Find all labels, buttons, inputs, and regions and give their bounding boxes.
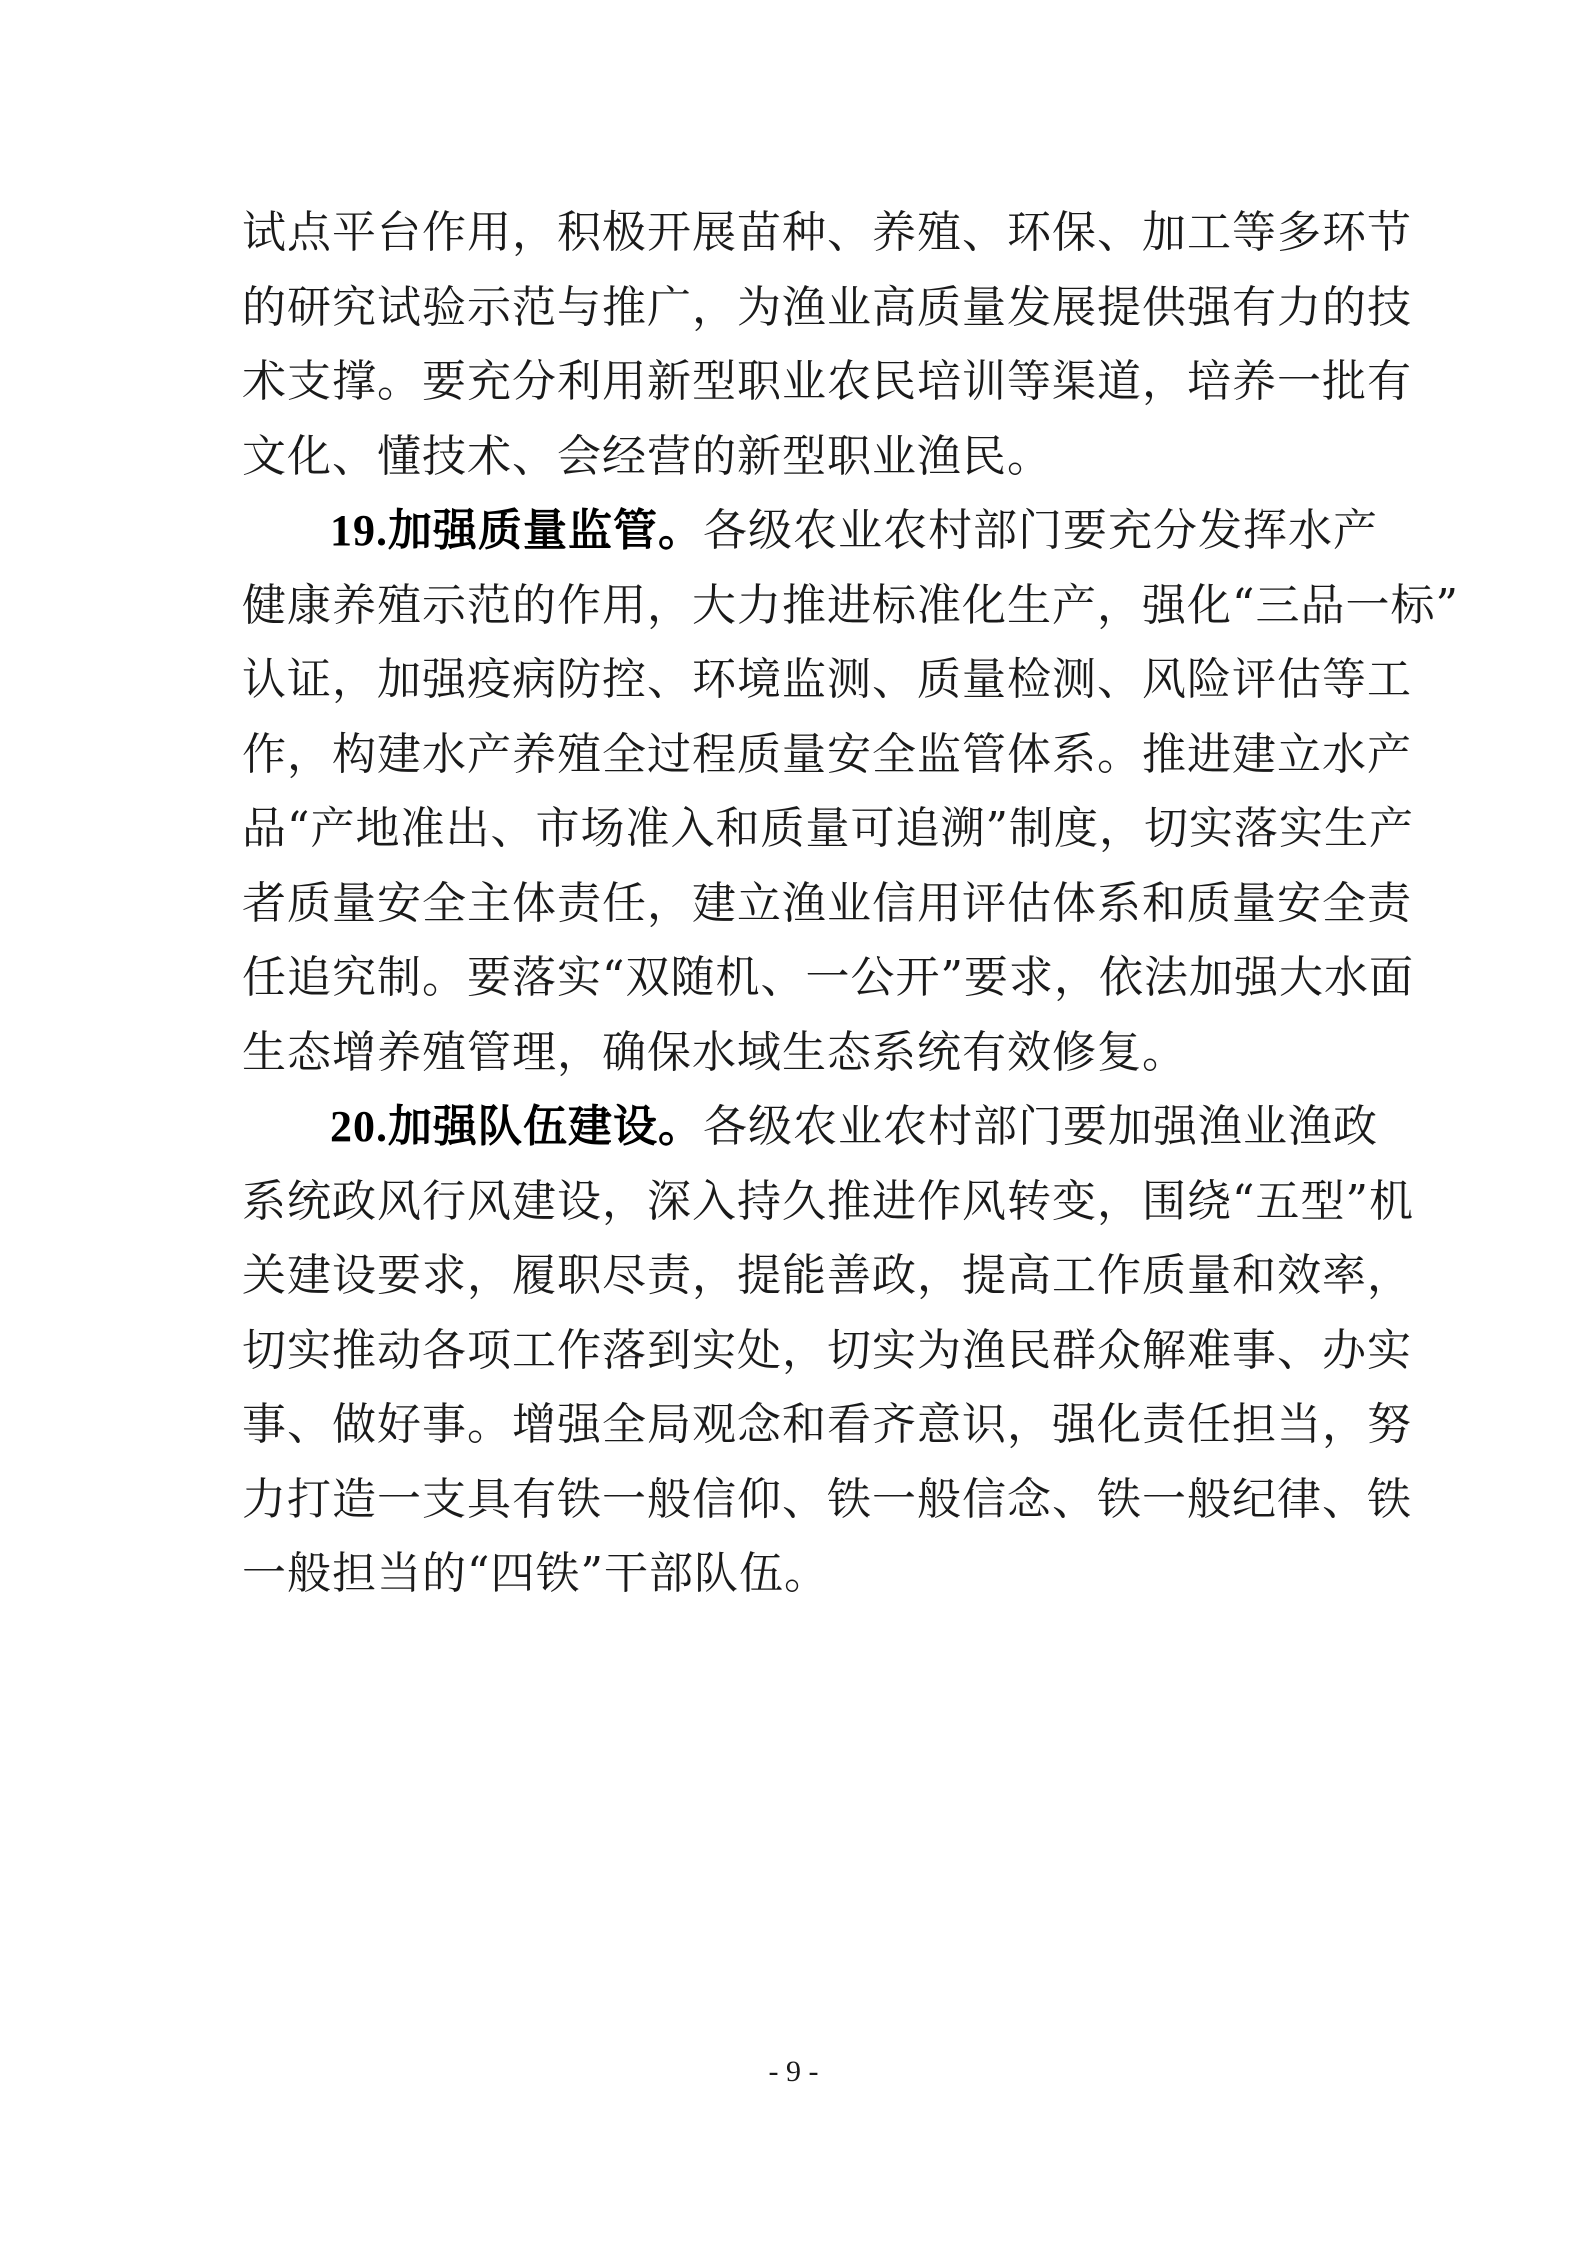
- section-19-paragraph: [242, 494, 1459, 1090]
- page-number: - 9 -: [768, 2055, 819, 2088]
- text-line: 的研究试验示范与推广，为渔业高质量发展提供强有力的技: [242, 281, 1412, 333]
- section-19-first-line-text: 各级农业农村部门要充分发挥水产: [703, 505, 1378, 556]
- text-line: 关建设要求，履职尽责，提能善政，提高工作质量和效率，: [242, 1250, 1412, 1301]
- text-line: 文化、懂技术、会经营的新型职业渔民。: [242, 430, 1052, 482]
- section-19-first-line: [242, 494, 1378, 569]
- section-20-first-line: [242, 1090, 1378, 1165]
- document-body: [242, 196, 1459, 1612]
- section-20-heading: 20.加强队伍建设。: [330, 1102, 703, 1151]
- intro-paragraph: [242, 196, 1412, 494]
- text-line: 任追究制。要落实“双随机、一公开”要求，依法加强大水面: [242, 952, 1414, 1003]
- text-line: 事、做好事。增强全局观念和看齐意识，强化责任担当，努: [242, 1399, 1412, 1450]
- text-line: 系统政风行风建设，深入持久推进作风转变，围绕“五型”机: [242, 1175, 1414, 1227]
- text-line: 健康养殖示范的作用，大力推进标准化生产，强化“三品一标”: [242, 579, 1459, 631]
- text-line: 术支撑。要充分利用新型职业农民培训等渠道，培养一批有: [242, 356, 1412, 407]
- text-line: 一般担当的“四铁”干部队伍。: [242, 1548, 829, 1599]
- text-line: 切实推动各项工作落到实处，切实为渔民群众解难事、办实: [242, 1324, 1412, 1376]
- text-line: 者质量安全主体责任，建立渔业信用评估体系和质量安全责: [242, 877, 1412, 929]
- section-20-first-line-text: 各级农业农村部门要加强渔业渔政: [703, 1101, 1378, 1152]
- text-line: 品“产地准出、市场准入和质量可追溯”制度，切实落实生产: [242, 803, 1414, 854]
- section-19-heading: 19.加强质量监管。: [330, 506, 703, 555]
- text-line: 作，构建水产养殖全过程质量安全监管体系。推进建立水产: [242, 728, 1412, 780]
- text-line: 试点平台作用，积极开展苗种、养殖、环保、加工等多环节: [242, 207, 1412, 258]
- section-20-paragraph: [242, 1090, 1414, 1612]
- text-line: 力打造一支具有铁一般信仰、铁一般信念、铁一般纪律、铁: [242, 1473, 1412, 1525]
- text-line: 认证，加强疫病防控、环境监测、质量检测、风险评估等工: [242, 654, 1412, 705]
- text-line: 生态增养殖管理，确保水域生态系统有效修复。: [242, 1026, 1187, 1078]
